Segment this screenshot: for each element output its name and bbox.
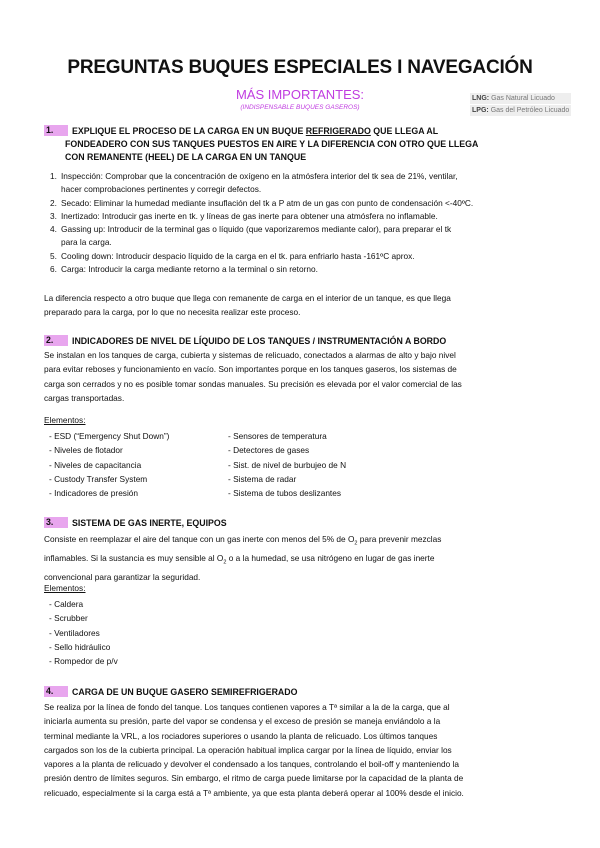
list-item: - Sello hidráulico <box>49 640 118 654</box>
list-item: - Sistema de tubos deslizantes <box>228 486 346 500</box>
list-item: - Custody Transfer System <box>49 472 169 486</box>
list-item <box>50 223 562 250</box>
list-item <box>50 263 562 276</box>
paragraph-line: preparado para la carga, por lo que no necesita realizar este proceso. <box>44 307 301 318</box>
subscript: 2 <box>223 559 227 566</box>
elements-label: Elementos: <box>44 415 86 425</box>
list-item: - Sensores de temperatura <box>228 429 346 443</box>
paragraph-line: cargas transportadas. <box>44 392 125 403</box>
list-item: - Niveles de capacitancia <box>49 458 169 472</box>
heading-underlined: REFRIGERADO <box>305 126 371 136</box>
section-2-paragraph <box>44 348 562 405</box>
subscript: 2 <box>354 540 358 547</box>
elements-list-left <box>49 429 169 500</box>
elements-list-right <box>228 429 346 500</box>
item-text: Inertizado: Introducir gas inerte en tk. y líneas de gas inerte para obtener una atmósfera no inflamable. <box>61 210 438 221</box>
item-number: 2. <box>50 197 57 208</box>
paragraph-line: iniciarla aumenta su presión, parte del vapor se condensa y el exceso de presión se maneja enviándolo a la <box>44 716 441 727</box>
section-1-paragraph <box>44 291 562 320</box>
list-item: - ESD (“Emergency Shut Down”) <box>49 429 169 443</box>
item-text: hacer comprobaciones pertinentes y corregir defectos. <box>61 184 262 195</box>
elements-label: Elementos: <box>44 583 86 593</box>
section-4-heading <box>44 686 564 699</box>
legend-text: Gas del Petróleo Licuado <box>490 107 570 114</box>
paragraph-line: Se realiza por la línea de fondo del tanque. Los tanques contienen vapores a Tª similar a la de la carga, que al <box>44 702 450 712</box>
process-steps-list <box>50 170 562 276</box>
section-2-heading <box>44 335 564 348</box>
paragraph-line <box>44 551 562 570</box>
item-number: 5. <box>50 250 57 261</box>
section-number: 1. <box>44 125 68 136</box>
paragraph-line: Se instalan en los tanques de carga, cubierta y sistemas de relicuado, conectados a alarmas de alto y bajo nivel <box>44 350 456 360</box>
list-item <box>50 170 562 197</box>
heading-text: QUE LLEGA AL <box>370 126 439 136</box>
item-number: 3. <box>50 210 57 221</box>
list-item: - Ventiladores <box>49 626 118 640</box>
text: inflamables. Si la sustancia es muy sensible al O <box>44 552 224 563</box>
list-item <box>50 197 562 210</box>
heading-text: INDICADORES DE NIVEL DE LÍQUIDO DE LOS TANQUES / INSTRUMENTACIÓN A BORDO <box>72 336 447 346</box>
legend-abbr: LNG: <box>472 95 490 102</box>
list-item: - Rompedor de p/v <box>49 654 118 668</box>
abbreviation-legend <box>470 93 571 117</box>
item-number: 1. <box>50 171 57 181</box>
heading-text: EXPLIQUE EL PROCESO DE LA CARGA EN UN BUQUE <box>72 126 306 136</box>
list-item <box>50 250 562 263</box>
item-text: Inspección: Comprobar que la concentración de oxígeno en la atmósfera interior del tk sea de 21%, ventilar, <box>61 171 458 181</box>
heading-line-2: FONDEADERO CON SUS TANQUES PUESTOS EN AIRE Y LA DIFERENCIA CON OTRO QUE LLEGA <box>65 139 479 149</box>
section-4-paragraph <box>44 700 562 800</box>
section-number: 4. <box>44 686 68 697</box>
list-item: - Indicadores de presión <box>49 486 169 500</box>
text: para prevenir mezclas <box>357 534 442 544</box>
item-text: Cooling down: Introducir despacio líquido de la carga en el tk. para enfriarlo hasta -161ºC aprox. <box>61 250 415 261</box>
section-1-heading <box>44 125 564 164</box>
list-item: - Detectores de gases <box>228 443 346 457</box>
heading-line-3: CON REMANENTE (HEEL) DE LA CARGA EN UN TANQUE <box>65 152 307 162</box>
paragraph-line: convencional para garantizar la seguridad. <box>44 571 201 582</box>
section-number: 3. <box>44 517 68 528</box>
list-item <box>50 210 562 223</box>
list-item: - Sistema de radar <box>228 472 346 486</box>
legend-abbr: LPG: <box>472 107 489 114</box>
list-item: - Scrubber <box>49 611 118 625</box>
paragraph-line: La diferencia respecto a otro buque que llega con remanente de carga en el interior de un tanque, es que llega <box>44 293 451 303</box>
heading-text: SISTEMA DE GAS INERTE, EQUIPOS <box>72 518 227 528</box>
section-number: 2. <box>44 335 68 346</box>
legend-text: Gas Natural Licuado <box>491 95 555 102</box>
paragraph-line: cargados son los de la cubierta principal. La operación habitual implica cargar por la línea de líquido, enviar los <box>44 744 452 755</box>
text: Consiste en reemplazar el aire del tanque con un gas inerte con menos del 5% de O <box>44 534 355 544</box>
paragraph-line: terminal mediante la VRL, a los rociadores superiores o usando la planta de relicuado. Los últimos tanques <box>44 730 438 741</box>
paragraph-line: para evitar reboses y funcionamiento en vacío. Son importantes porque en los tanques gaseros, los sistemas de <box>44 364 457 375</box>
item-text: Carga: Introducir la carga mediante retorno a la terminal o sin retorno. <box>61 264 318 275</box>
page-title: PREGUNTAS BUQUES ESPECIALES I NAVEGACIÓN <box>67 57 533 78</box>
subnote: (INDISPENSABLE BUQUES GASEROS) <box>240 104 360 111</box>
legend-item-lng <box>470 93 571 104</box>
paragraph-line <box>44 532 562 551</box>
elements-list <box>49 597 118 668</box>
list-item: - Caldera <box>49 597 118 611</box>
item-number: 4. <box>50 224 57 235</box>
heading-text: CARGA DE UN BUQUE GASERO SEMIREFRIGERADO <box>72 687 298 697</box>
legend-item-lpg <box>470 105 571 116</box>
section-3-paragraph <box>44 532 562 584</box>
subtitle: MÁS IMPORTANTES: <box>235 87 365 102</box>
paragraph-line: carga son cerrados y no es posible tomar sondas manuales. Su precisión es elevada por el valor comercial de las <box>44 378 462 389</box>
item-text: para la carga. <box>61 237 112 248</box>
item-text: Secado: Eliminar la humedad mediante insuflación del tk a P atm de un gas con punto de condensación <-40ºC. <box>61 197 474 208</box>
text: o a la humedad, se usa nitrógeno en lugar de gas inerte <box>226 552 435 563</box>
list-item: - Niveles de flotador <box>49 443 169 457</box>
section-3-heading <box>44 517 564 530</box>
paragraph-line: relicuado, especialmente si la carga está a Tª ambiente, ya que esta planta deberá operar al 100% desde el inicio. <box>44 787 464 798</box>
item-number: 6. <box>50 264 57 275</box>
paragraph-line: presión dentro de límites seguros. Sin embargo, el ritmo de carga puede limitarse por la capacidad de la planta de <box>44 773 464 784</box>
list-item: - Sist. de nivel de burbujeo de N <box>228 458 346 472</box>
paragraph-line: vapores a la planta de relicuado y devolver el condensado a los tanques, controlando el boil-off y manteniendo la <box>44 759 459 770</box>
item-text: Gassing up: Introducir de la terminal gas o líquido (que vaporizaremos mediante calor), para preparar el tk <box>61 224 452 235</box>
